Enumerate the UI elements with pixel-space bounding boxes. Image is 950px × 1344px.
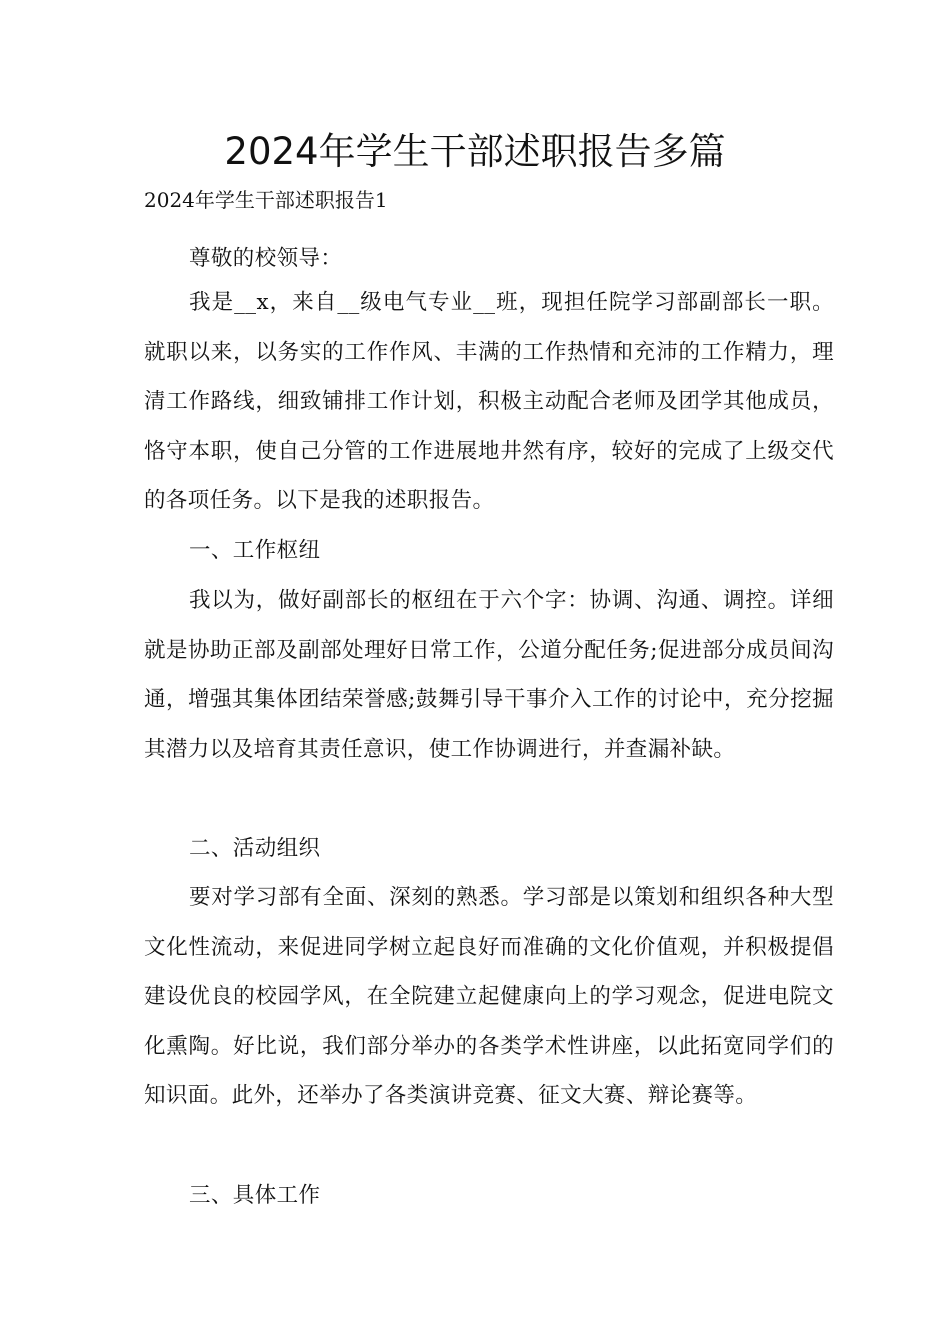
section-heading-2: 二、活动组织 bbox=[189, 836, 321, 861]
document-subtitle: 2024年学生干部述职报告1 bbox=[144, 188, 388, 212]
paragraph-intro: 我是__x，来自__级电气专业__班，现担任院学习部副部长一职。就职以来，以务实的工作作风、丰满的工作热情和充沛的工作精力，理清工作路线，细致铺排工作计划，积极主动配合老师及团学其他成员，恪守本职，使自己分管的工作进展地井然有序，较好的完成了上级交代的各项任务。以下是我的述职报告。 bbox=[144, 290, 834, 514]
section-heading-3: 三、具体工作 bbox=[189, 1183, 321, 1208]
greeting: 尊敬的校领导： bbox=[189, 246, 343, 271]
paragraph-section-1: 我以为，做好副部长的枢纽在于六个字：协调、沟通、调控。详细就是协助正部及副部处理好日常工作，公道分配任务;促进部分成员间沟通，增强其集体团结荣誉感;鼓舞引导干事介入工作的讨论中，充分挖掘其潜力以及培育其责任意识，使工作协调进行，并查漏补缺。 bbox=[144, 588, 834, 762]
section-heading-1: 一、工作枢纽 bbox=[189, 538, 321, 563]
paragraph-section-2: 要对学习部有全面、深刻的熟悉。学习部是以策划和组织各种大型文化性流动，来促进同学树立起良好而准确的文化价值观，并积极提倡建设优良的校园学风，在全院建立起健康向上的学习观念，促进电院文化熏陶。好比说，我们部分举办的各类学术性讲座，以此拓宽同学们的知识面。此外，还举办了各类演讲竞赛、征文大赛、辩论赛等。 bbox=[144, 885, 834, 1109]
document-title: 2024年学生干部述职报告多篇 bbox=[224, 130, 726, 173]
